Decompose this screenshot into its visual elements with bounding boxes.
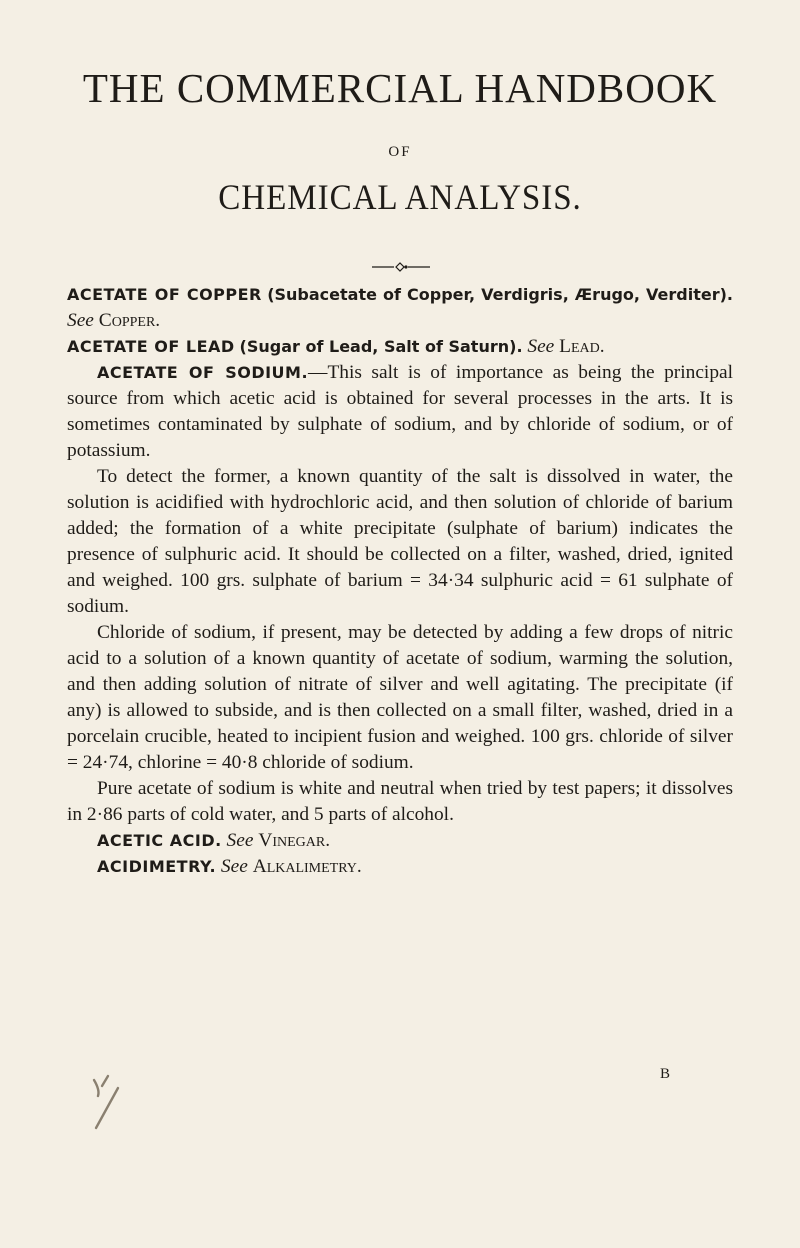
pencil-mark-icon xyxy=(88,1072,128,1132)
entry-heading: ACIDIMETRY. xyxy=(97,857,217,876)
see-label: See xyxy=(226,830,254,851)
entry-synonyms: (Sugar of Lead, Salt of Saturn). xyxy=(239,337,523,356)
paragraph: Chloride of sodium, if present, may be detected by adding a few drops of nitric acid to a solution of a known quantity of acetate of sodium, warming the solution, and then adding solution of nitrate of silver and well agitating. The precipitate (if any) is allowed to subside, and is then collected on a small filter, washed, dried in a porcelain crucible, heated to incipient fusion and weighed. 100 grs. chloride of silver = 24·74, chlorine = 40·8 chloride of sodium. xyxy=(67,622,733,773)
page-body xyxy=(67,282,733,880)
paragraph: Pure acetate of sodium is white and neutral when tried by test papers; it dissolves in 2·86 parts of cold water, and 5 parts of alcohol. xyxy=(67,778,733,825)
book-subtitle: CHEMICAL ANALYSIS. xyxy=(218,177,582,217)
entry-heading: ACETATE OF COPPER xyxy=(67,285,262,304)
signature-mark: B xyxy=(660,1066,671,1082)
see-label: See xyxy=(67,310,94,331)
entry-synonyms: (Subacetate of Copper, Verdigris, Ærugo, Verditer). xyxy=(267,285,733,304)
ornament-rule xyxy=(372,262,430,272)
entry-acetic-acid xyxy=(67,828,733,854)
entry-heading: ACETATE OF LEAD xyxy=(67,337,235,356)
cross-reference: Vinegar. xyxy=(258,830,331,851)
entry-acidimetry xyxy=(67,854,733,880)
entry-acetate-of-copper xyxy=(67,282,733,334)
entry-heading: ACETATE OF SODIUM. xyxy=(97,363,309,382)
title-of: OF xyxy=(388,144,412,160)
see-label: See xyxy=(527,336,555,357)
cross-reference: Copper. xyxy=(98,310,161,331)
book-title: THE COMMERCIAL HANDBOOK xyxy=(82,65,718,111)
entry-acetate-of-sodium xyxy=(67,360,733,464)
entry-acetate-of-lead xyxy=(67,334,733,360)
see-label: See xyxy=(220,856,248,877)
paragraph: To detect the former, a known quantity of the salt is dissolved in water, the solution is acidified with hydrochloric acid, and then solution of chloride of barium added; the formation of a white precipitate (sulphate of barium) indicates the presence of sulphuric acid. It should be collected on a filter, washed, dried, ignited and weighed. 100 grs. sulphate of barium = 34·34 sulphuric acid = 61 sulphate of sodium. xyxy=(67,466,733,617)
entry-heading: ACETIC ACID. xyxy=(97,831,222,850)
cross-reference: Alkalimetry. xyxy=(252,856,362,877)
cross-reference: Lead. xyxy=(559,336,605,357)
paragraph-text: —This salt is of importance as being the principal source from which acetic acid is obtained for several processes in the arts. It is sometimes contaminated by sulphate of sodium, and by chloride of sodium, or of potassium. xyxy=(67,362,734,461)
